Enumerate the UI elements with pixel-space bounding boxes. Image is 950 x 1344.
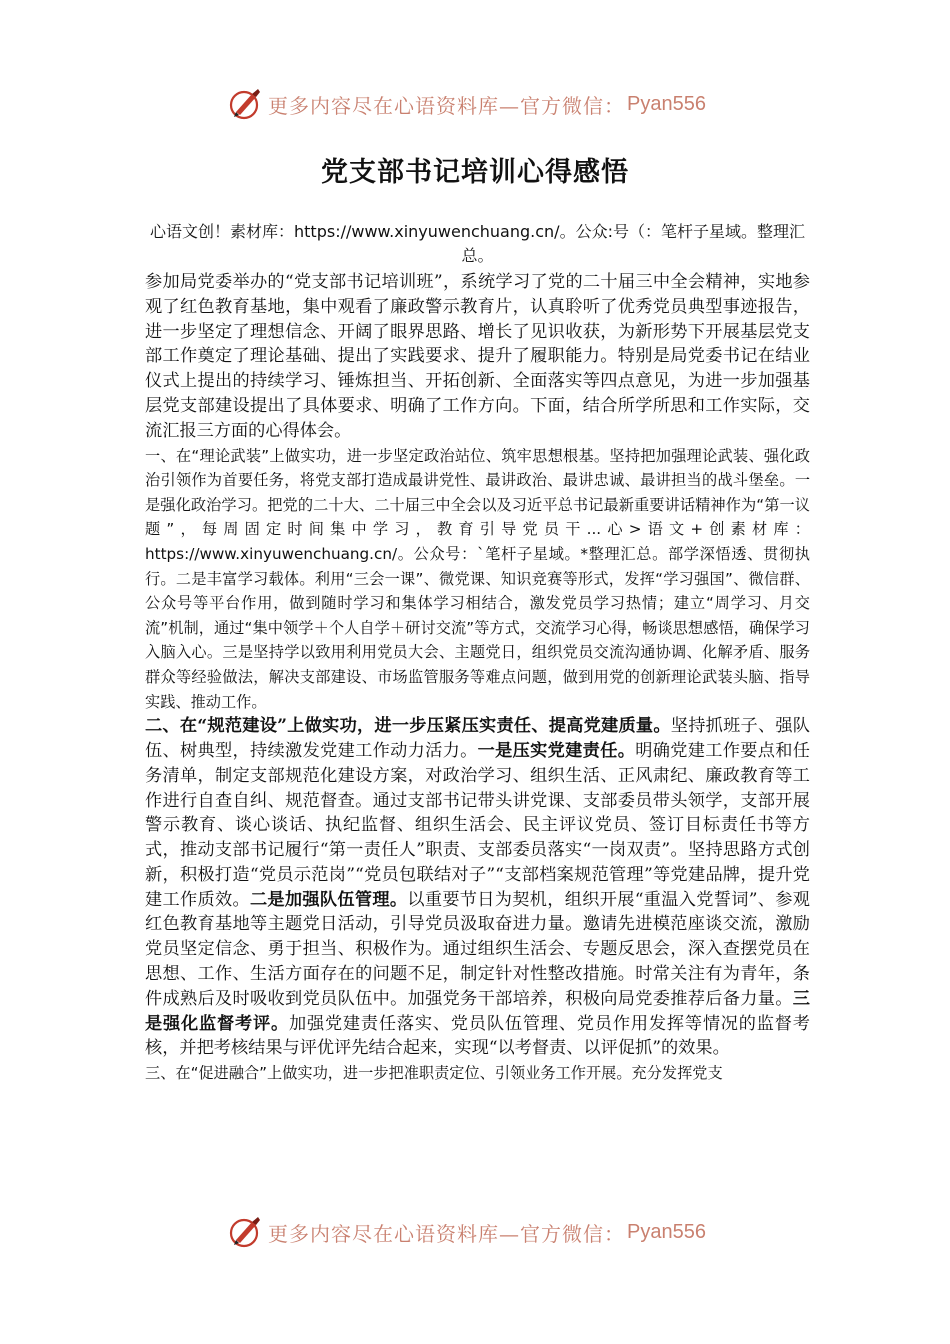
watermark-wechat-id: Pyan556 (627, 92, 706, 115)
section-1-paragraph: 一、在“理论武装”上做实功，进一步坚定政治站位、筑牢思想根基。坚持把加强理论武装、强化政治引领作为首要任务，将党支部打造成最讲党性、最讲政治、最讲忠诚、最讲担当的战斗堡垒。一是强化政治学习。把党的二十大、二十届三中全会以及习近平总书记最新重要讲话精神作为“第一议题”，每周固定时间集中学习，教育引导党员干...心>语文+创素材库：https://www.xinyuwenchuang.cn/。公众号：`笔杆子星域。*整理汇总。部学深悟透、贯彻执行。二是丰富学习载体。利用“三会一课”、微党课、知识竞赛等形式，发挥“学习强国”、微信群、公众号等平台作用，做到随时学习和集体学习相结合，激发党员学习热情；建立“周学习、月交流”机制，通过“集中领学＋个人自学＋研讨交流”等方式，交流学习心得，畅谈思想感悟，确保学习入脑入心。三是坚持学以致用利用党员大会、主题党日，组织党员交流沟通协调、化解矛盾、服务群众等经验做法，解决支部建设、市场监管服务等难点问题，做到用党的创新理论武装头脑、指导实践、推动工作。 (145, 446, 810, 711)
section-2-paragraph (145, 714, 810, 1061)
intro-paragraph: 参加局党委举办的“党支部书记培训班”，系统学习了党的二十届三中全会精神，实地参观了红色教育基地，集中观看了廉政警示教育片，认真聆听了优秀党员典型事迹报告，进一步坚定了理想信念、开阔了眼界思路、增长了见识收获，为新形势下开展基层党支部工作奠定了理论基础、提出了实践要求、提升了履职能力。特别是局党委书记在结业仪式上提出的持续学习、锤炼担当、开拓创新、全面落实等四点意见，为进一步加强基层党支部建设提出了具体要求、明确了工作方向。下面，结合所学所思和工作实际，交流汇报三方面的心得体会。 (145, 272, 810, 441)
pen-logo-icon (228, 86, 264, 122)
source-line: 心语文创！素材库：https://www.xinyuwenchuang.cn/。公众:号（：笔杆子星域。整理汇总。 (150, 222, 805, 265)
pen-logo-icon (228, 1214, 264, 1250)
section-2-text-4: 加强党建责任落实、党员队伍管理、党员作用发挥等情况的监督考核，并把考核结果与评优评先结合起来，实现“以考督责、以评促抓”的效果。 (145, 1013, 810, 1059)
section-2-text-3: 以重要节日为契机，组织开展“重温入党誓词”、参观红色教育基地等主题党日活动，引导党员汲取奋进力量。邀请先进模范座谈交流，激励党员坚定信念、勇于担当、积极作为。通过组织生活会、专题反思会，深入查摆党员在思想、工作、生活方面存在的问题不足，制定针对性整改措施。时常关注有为青年，条件成熟后及时吸收到党员队伍中。加强党务干部培养，积极向局党委推荐后备力量。 (145, 889, 810, 1009)
section-2-heading: 二、在“规范建设”上做实功，进一步压紧压实责任、提高党建质量。 (145, 716, 671, 737)
section-2-text-1: 坚持抓班子、强队伍、树典型，持续激发党建工作动力活力。 (145, 716, 810, 761)
document-body (145, 220, 810, 1086)
section-2-text-2: 明确党建工作要点和任务清单，制定支部规范化建设方案，对政治学习、组织生活、正风肃纪、廉政教育等工作进行自查自纠、规范督查。通过支部书记带头讲党课、支部委员带头领学，支部开展警示教育、谈心谈话、执纪监督、组织生活会、民主评议党员、签订目标责任书等方式，推动支部书记履行“第一责任人”职责、支部委员落实“一岗双责”。坚持思路方式创新，积极打造“党员示范岗”“党员包联结对子”“支部档案规范管理”等党建品牌，提升党建工作质效。 (145, 740, 810, 910)
section-2-subheading-3: 三是强化监督考评。 (145, 988, 810, 1034)
section-2-subheading-1: 一是压实党建责任。 (477, 740, 636, 761)
watermark-text: 更多内容尽在心语资料库—官方微信： (268, 93, 625, 118)
watermark-banner-top (228, 84, 728, 124)
watermark-text: 更多内容尽在心语资料库—官方微信： (268, 1221, 625, 1246)
section-3-paragraph: 三、在“促进融合”上做实功，进一步把准职责定位、引领业务工作开展。充分发挥党支 (145, 1064, 723, 1083)
watermark-wechat-id: Pyan556 (627, 1220, 706, 1243)
watermark-banner-bottom (228, 1212, 728, 1252)
section-2-subheading-2: 二是加强队伍管理。 (249, 889, 408, 910)
page-title: 党支部书记培训心得感悟 (321, 157, 629, 188)
